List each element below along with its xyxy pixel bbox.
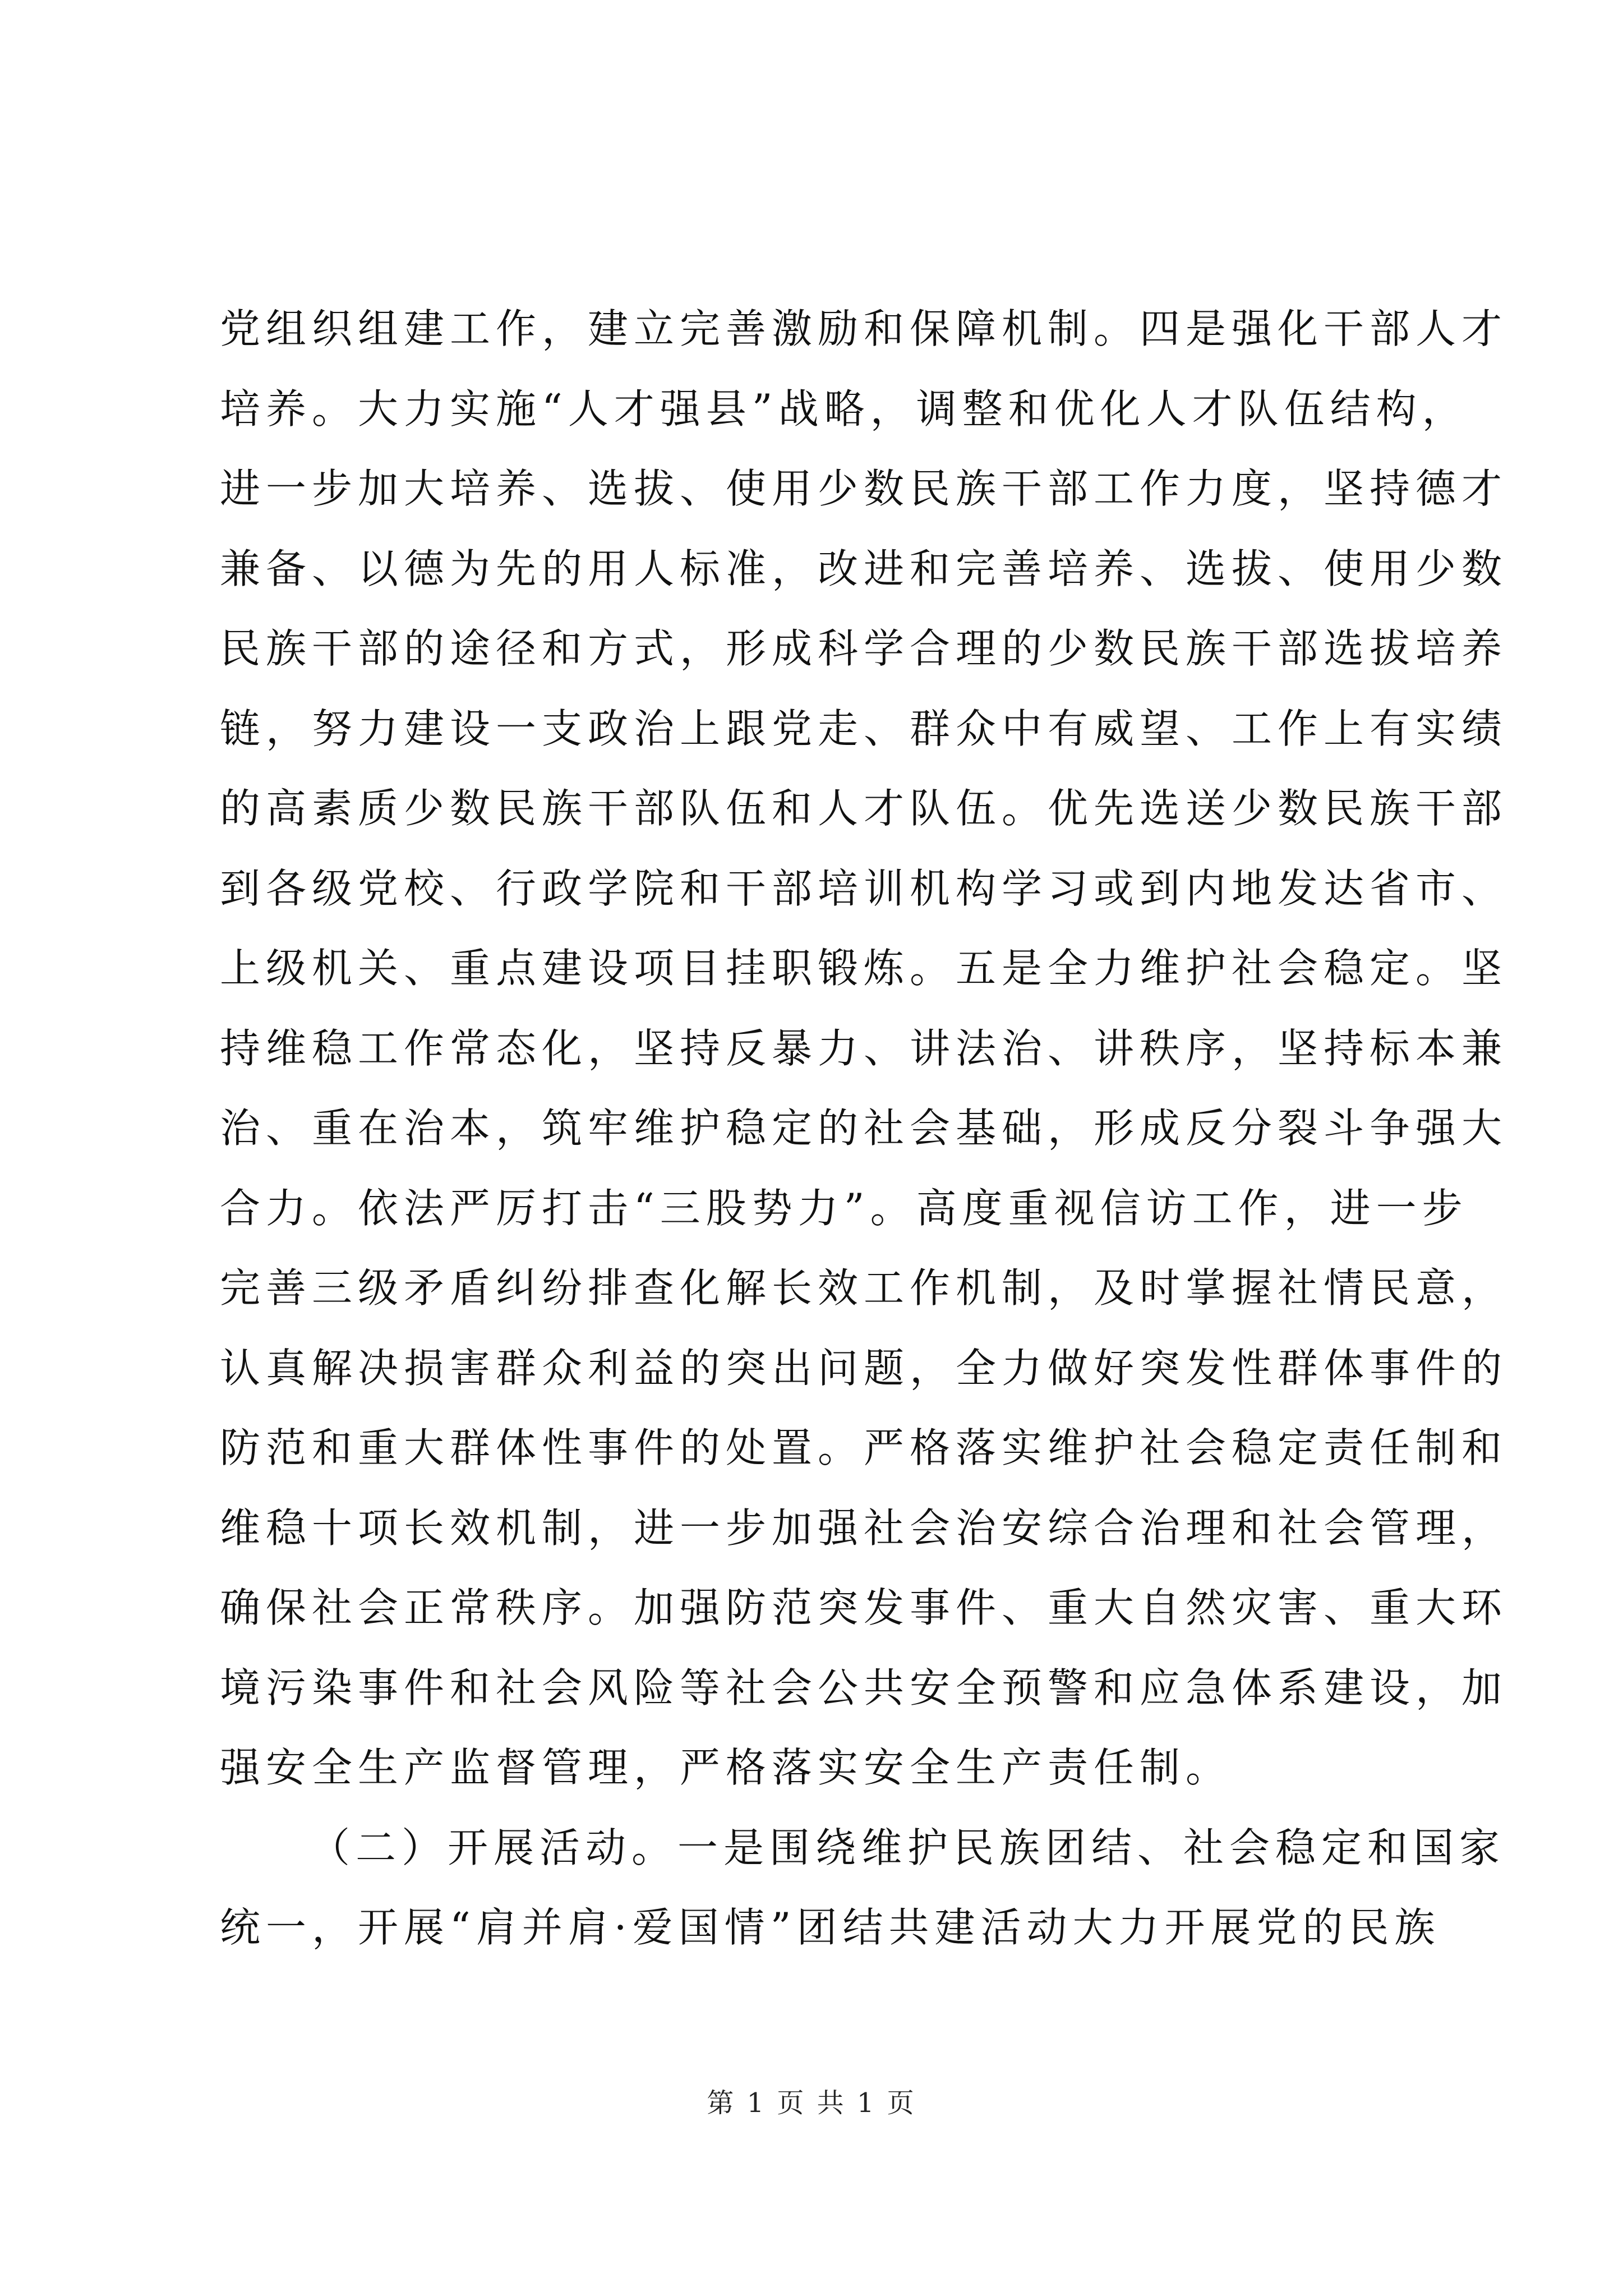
text-line: 持维稳工作常态化，坚持反暴力、讲法治、讲秩序，坚持标本兼 bbox=[220, 1024, 1508, 1072]
text-line: 完善三级矛盾纠纷排查化解长效工作机制，及时掌握社情民意， bbox=[220, 1264, 1508, 1312]
text-line: 到各级党校、行政学院和干部培训机构学习或到内地发达省市、 bbox=[220, 864, 1508, 912]
text-line: 合力。依法严厉打击“三股势力”。高度重视信访工作，进一步 bbox=[220, 1184, 1468, 1232]
text-line: 治、重在治本，筑牢维护稳定的社会基础，形成反分裂斗争强大 bbox=[220, 1105, 1508, 1152]
text-line: 民族干部的途径和方式，形成科学合理的少数民族干部选拔培养 bbox=[220, 625, 1508, 672]
text-line: 上级机关、重点建设项目挂职锻炼。五是全力维护社会稳定。坚 bbox=[220, 945, 1508, 992]
text-line: 认真解决损害群众利益的突出问题，全力做好突发性群体事件的 bbox=[220, 1344, 1508, 1392]
text-line: 的高素质少数民族干部队伍和人才队伍。优先选送少数民族干部 bbox=[220, 785, 1508, 832]
page-number-footer: 第 1 页 共 1 页 bbox=[707, 2087, 916, 2119]
text-line: 兼备、以德为先的用人标准，改进和完善培养、选拔、使用少数 bbox=[220, 545, 1508, 592]
paragraph-first-line: （二）开展活动。一是围绕维护民族团结、社会稳定和国家 bbox=[310, 1824, 1506, 1871]
text-line: 防范和重大群体性事件的处置。严格落实维护社会稳定责任制和 bbox=[220, 1424, 1508, 1471]
text-line: 统一，开展“肩并肩·爱国情”团结共建活动大力开展党的民族 bbox=[220, 1904, 1441, 1951]
text-line: 党组织组建工作，建立完善激励和保障机制。四是强化干部人才 bbox=[220, 305, 1508, 352]
text-line: 进一步加大培养、选拔、使用少数民族干部工作力度，坚持德才 bbox=[220, 465, 1508, 512]
text-line: 确保社会正常秩序。加强防范突发事件、重大自然灾害、重大环 bbox=[220, 1584, 1508, 1631]
document-body bbox=[220, 289, 1508, 1968]
text-line: 链，努力建设一支政治上跟党走、群众中有威望、工作上有实绩 bbox=[220, 705, 1508, 752]
text-line: 培养。大力实施“人才强县”战略，调整和优化人才队伍结构， bbox=[220, 385, 1468, 432]
text-line: 强安全生产监督管理，严格落实安全生产责任制。 bbox=[220, 1744, 1232, 1791]
text-line: 维稳十项长效机制，进一步加强社会治安综合治理和社会管理， bbox=[220, 1504, 1508, 1552]
text-line: 境污染事件和社会风险等社会公共安全预警和应急体系建设，加 bbox=[220, 1664, 1508, 1711]
